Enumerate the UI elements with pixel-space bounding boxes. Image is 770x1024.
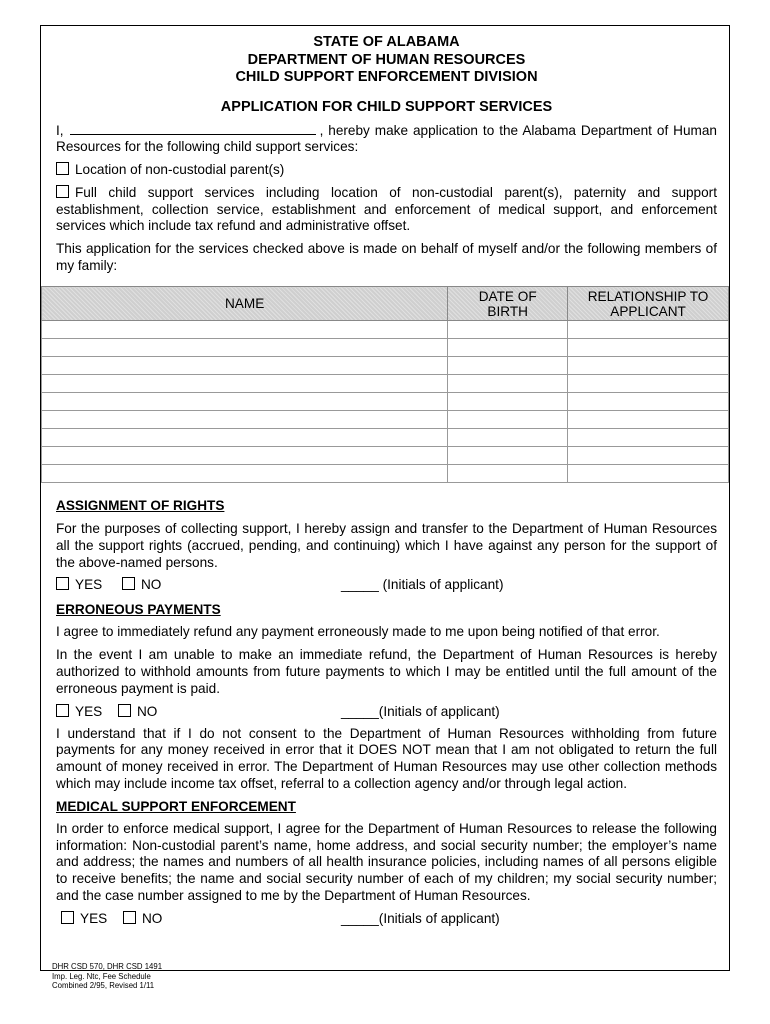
form-notice: Imp. Leg. Ntc, Fee Schedule [52, 971, 151, 981]
relationship-cell[interactable] [568, 375, 729, 393]
name-cell[interactable] [42, 375, 448, 393]
relationship-cell[interactable] [568, 429, 729, 447]
dob-cell[interactable] [448, 339, 568, 357]
family-member-row [42, 447, 729, 465]
relationship-cell[interactable] [568, 465, 729, 483]
assignment-yes-label: YES [75, 577, 103, 593]
relationship-cell[interactable] [568, 357, 729, 375]
dob-cell[interactable] [448, 375, 568, 393]
erroneous-initials-field[interactable]: _____(Initials of applicant) [341, 703, 500, 719]
state-name: STATE OF ALABAMA [313, 34, 460, 50]
assignment-consent-row [56, 577, 717, 595]
family-member-row [42, 393, 729, 411]
medical-consent-row [56, 911, 717, 929]
dob-cell[interactable] [448, 429, 568, 447]
dob-cell[interactable] [448, 465, 568, 483]
dob-cell[interactable] [448, 357, 568, 375]
relationship-cell[interactable] [568, 339, 729, 357]
family-member-row [42, 357, 729, 375]
family-member-row [42, 375, 729, 393]
medical-no-label: NO [141, 910, 163, 926]
erroneous-text-understand: I understand that if I do not consent to the Department of Human Resources withholding from future payments for any money received in error that it DOES NOT mean that I am not obligated to return the full amount of money received in error. The Department of Human Resources may use other collection methods which may include income tax offset, referral to a collection agency and/or through legal action. [56, 725, 717, 791]
name-cell[interactable] [42, 321, 448, 339]
name-cell[interactable] [42, 447, 448, 465]
medical-text: In order to enforce medical support, I agree for the Department of Human Resources to release the following information: Non-custodial parent’s name, home address, and social security number; the employer’s name and address; the names and numbers of all health insurance policies, including names of all persons eligible to receive benefits; the name and social security number of each of my children; my social security number; and the case number assigned to me by the Department of Human Resources. [56, 820, 717, 903]
form-revision: Combined 2/95, Revised 1/11 [52, 981, 155, 991]
medical-heading: MEDICAL SUPPORT ENFORCEMENT [56, 798, 296, 814]
department-name: DEPARTMENT OF HUMAN RESOURCES [247, 51, 526, 68]
name-cell[interactable] [42, 339, 448, 357]
name-cell[interactable] [42, 393, 448, 411]
medical-yes-checkbox[interactable] [61, 911, 74, 924]
intro-prefix: I, [56, 122, 64, 138]
applicant-name-field[interactable] [70, 123, 316, 135]
medical-no-checkbox[interactable] [123, 911, 136, 924]
erroneous-yes-checkbox[interactable] [56, 704, 69, 717]
assignment-heading: ASSIGNMENT OF RIGHTS [56, 498, 225, 513]
assignment-text: For the purposes of collecting support, I hereby assign and transfer to the Department of Human Resources all the support rights (accrued, pending, and continuing) which I have against any person for the support of the above-named persons. [56, 521, 717, 570]
erroneous-no-checkbox[interactable] [118, 704, 131, 717]
assignment-initials-field[interactable]: _____ (Initials of applicant) [341, 577, 504, 593]
relationship-cell[interactable] [568, 411, 729, 429]
intro-suffix: , hereby make application to the Alabama Department of Human Resources for the following child support services: [56, 122, 717, 155]
relationship-cell[interactable] [568, 447, 729, 465]
assignment-no-checkbox[interactable] [122, 577, 135, 590]
dob-header-line1: DATE OF [478, 288, 537, 304]
name-column-header [42, 287, 448, 321]
dob-header-line2: BIRTH [487, 303, 528, 319]
assignment-yes-checkbox[interactable] [56, 577, 69, 590]
name-header-text: NAME [224, 296, 265, 311]
form-title: APPLICATION FOR CHILD SUPPORT SERVICES [220, 98, 553, 115]
location-service-label: Location of non-custodial parent(s) [75, 162, 285, 178]
service-option-location [56, 162, 717, 179]
division-name: CHILD SUPPORT ENFORCEMENT DIVISION [235, 69, 538, 85]
location-service-checkbox[interactable] [56, 162, 69, 175]
medical-initials-field[interactable]: _____(Initials of applicant) [341, 910, 500, 926]
dob-column-header [448, 287, 568, 321]
full-service-checkbox[interactable] [56, 185, 69, 198]
family-members-table [41, 286, 729, 483]
relationship-cell[interactable] [568, 321, 729, 339]
dob-cell[interactable] [448, 321, 568, 339]
family-members-rows [42, 321, 729, 483]
lower-sections [56, 498, 717, 929]
family-member-row [42, 321, 729, 339]
erroneous-text-refund: I agree to immediately refund any payment erroneously made to me upon being notified of that error. [56, 624, 660, 640]
relationship-header-line1: RELATIONSHIP TO [587, 288, 709, 304]
family-members-intro: This application for the services checked above is made on behalf of myself and/or the following members of my family: [56, 241, 717, 274]
form-footer [52, 962, 162, 991]
full-service-label: Full child support services including location of non-custodial parent(s), paternity and support establishment, collection service, establishment and enforcement of medical support, and enforcement services which include tax refund and administrative offset. [56, 184, 717, 234]
dob-cell[interactable] [448, 447, 568, 465]
medical-yes-label: YES [80, 910, 108, 926]
erroneous-heading: ERRONEOUS PAYMENTS [56, 602, 221, 618]
name-cell[interactable] [42, 465, 448, 483]
dob-cell[interactable] [448, 393, 568, 411]
family-member-row [42, 465, 729, 483]
family-member-row [42, 429, 729, 447]
assignment-no-label: NO [140, 577, 162, 593]
service-option-full [56, 185, 717, 235]
applicant-intro [56, 123, 717, 157]
dob-cell[interactable] [448, 411, 568, 429]
name-cell[interactable] [42, 411, 448, 429]
form-number: DHR CSD 570, DHR CSD 1491 [52, 962, 163, 971]
form-header [56, 34, 717, 87]
family-member-row [42, 411, 729, 429]
erroneous-yes-label: YES [75, 703, 103, 719]
application-form [40, 25, 730, 971]
relationship-cell[interactable] [568, 393, 729, 411]
name-cell[interactable] [42, 357, 448, 375]
erroneous-consent-row [56, 704, 717, 722]
family-member-row [42, 339, 729, 357]
erroneous-no-label: NO [136, 703, 158, 719]
relationship-header-line2: APPLICANT [610, 303, 686, 319]
erroneous-text-withhold: In the event I am unable to make an immediate refund, the Department of Human Resources is hereby authorized to withhold amounts from future payments to which I may be entitled until the full amount of the erroneous payment is paid. [56, 647, 717, 696]
name-cell[interactable] [42, 429, 448, 447]
relationship-column-header [568, 287, 729, 321]
